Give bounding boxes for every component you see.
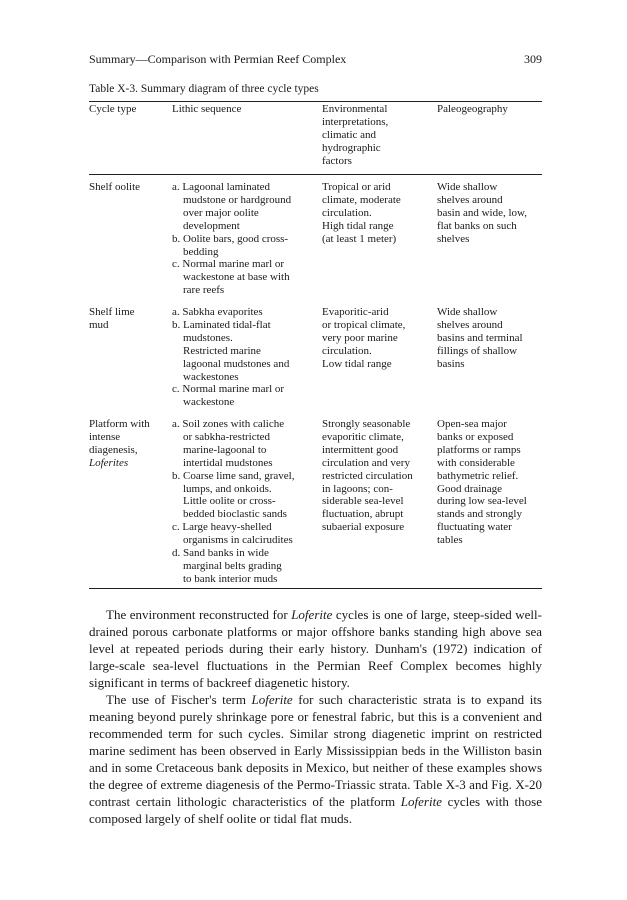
paragraph-2 [89,691,542,827]
table-header-rule [89,174,542,175]
running-title: Summary—Comparison with Permian Reef Complex [89,52,347,66]
paragraph-1-text-a: The environment reconstructed for [106,607,292,622]
table-top-rule [89,101,542,102]
row-shelf-oolite-paleo: Wide shallow shelves around basin and wide, low, flat banks on such shelves [437,181,528,245]
row-shelf-lime-mud-paleo: Wide shallow shelves around basins and terminal fillings of shallow basins [437,306,523,370]
row-platform-type-text: Platform with intense diagenesis, [89,418,150,456]
header-lithic-sequence: Lithic sequence [172,103,242,115]
paragraph-2-loferite: Loferite [251,692,293,707]
paragraph-2-text-b: for such characteristic strata is to expand its meaning beyond purely shrinkage pore or fenestral fabric, but this is a convenient and recommended term for such cycles. Similar strong diagenetic imprint on restricted marine sediment has been observed in Early Mississippian beds in the Williston basin and in some Cretaceous bank deposits in Mexico, but neither of these examples shows the degree of extreme diagenesis of the Permo-Triassic strata. Table X-3 and Fig. X-20 contrast certain lithologic characteristics of the platform [89,692,542,809]
row-platform-type [89,418,150,470]
paragraph-1 [89,606,542,691]
header-paleogeography: Paleogeography [437,103,508,115]
paragraph-2-text-a: The use of Fischer's term [106,692,252,707]
header-cycle-type: Cycle type [89,103,137,115]
row-shelf-lime-mud-type: Shelf lime mud [89,306,135,331]
page-number: 309 [524,52,542,66]
paragraph-1-text-b: cycles is one of large, steep-sided well-drained porous carbonate platforms or major offshore banks standing high above sea level at repeated periods during their early history. Dunham's (1972) indication of large-scale sea-level fluctuations in the Permian Reef Complex becomes highly significant in terms of backreef diagenetic history. [89,607,542,690]
row-platform-paleo: Open-sea major banks or exposed platforms or ramps with considerable bathymetric relief. Good drainage during low sea-level stands and strongly fluctuating water tables [437,418,527,547]
row-shelf-oolite-environment: Tropical or arid climate, moderate circulation. High tidal range (at least 1 meter) [322,181,401,245]
row-shelf-oolite-lithic: a. Lagoonal laminated mudstone or hardground over major oolite development b. Oolite bars, good cross- bedding c. Normal marine marl or wackestone at base with rare reefs [172,181,292,297]
row-platform-lithic: a. Soil zones with caliche or sabkha-restricted marine-lagoonal to intertidal mudstones b. Coarse lime sand, gravel, lumps, and onkoids. Little oolite or cross- bedded bioclastic sands c. Large heavy-shelled organisms in calcirudites d. Sand banks in wide marginal belts grading to bank interior muds [172,418,295,585]
row-shelf-lime-mud-environment: Evaporitic-arid or tropical climate, very poor marine circulation. Low tidal range [322,306,406,370]
row-shelf-oolite-type: Shelf oolite [89,181,141,193]
paragraph-2-loferite-2: Loferite [400,794,442,809]
paragraph-2-text-c: cycles with those composed largely of shelf oolite or tidal flat muds. [89,794,542,826]
paragraph-1-loferite: Loferite [291,607,333,622]
body-text [89,606,542,827]
row-platform-type-loferites: Loferites [89,456,129,469]
row-shelf-lime-mud-lithic: a. Sabkha evaporites b. Laminated tidal-flat mudstones. Restricted marine lagoonal mudstones and wackestones c. Normal marine marl or wackestone [172,306,290,409]
table-caption: Table X-3. Summary diagram of three cycle types [89,83,319,95]
table-bottom-rule [89,588,542,589]
row-platform-environment: Strongly seasonable evaporitic climate, intermittent good circulation and very restricted circulation in lagoons; con- siderable sea-level fluctuation, abrupt subaerial exposure [322,418,413,534]
header-environmental: Environmental interpretations, climatic and hydrographic factors [322,103,389,167]
